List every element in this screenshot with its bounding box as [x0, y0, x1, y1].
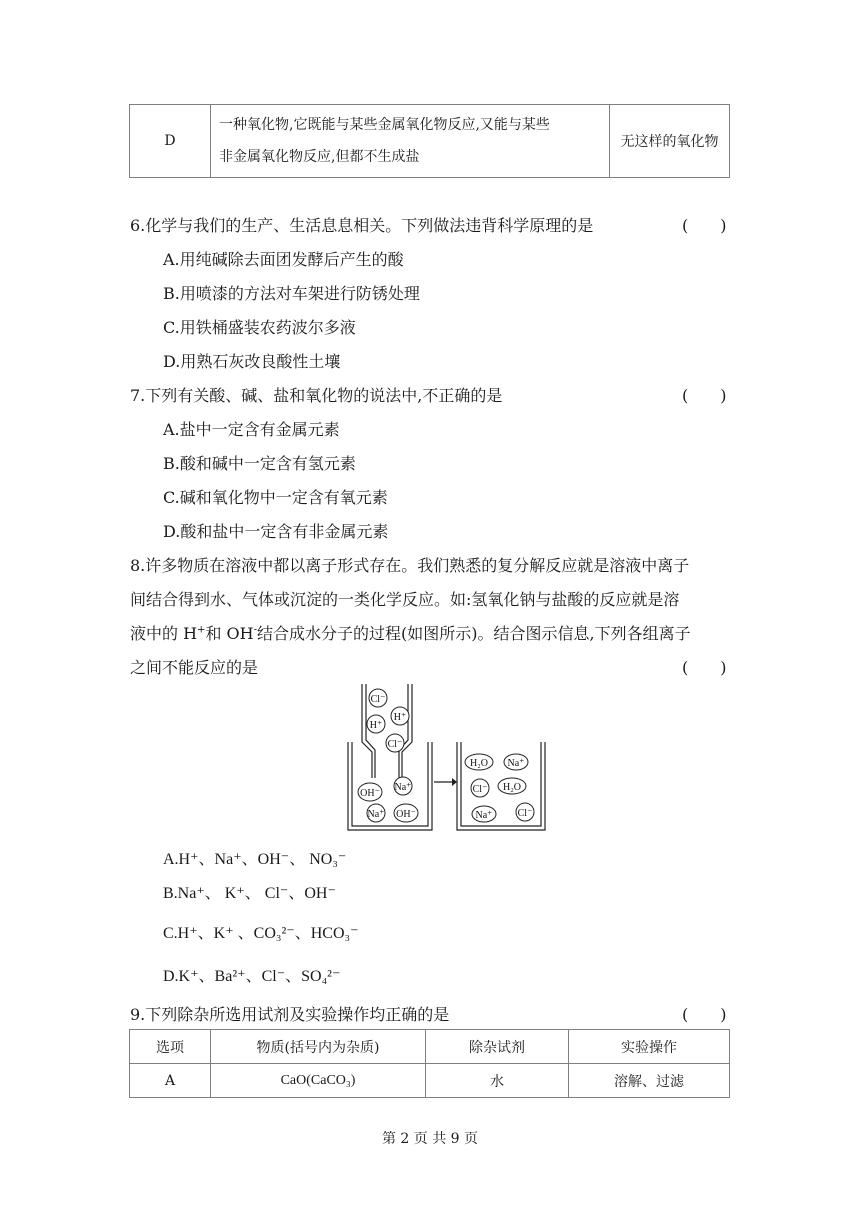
ion-label: H₂O — [470, 758, 488, 769]
option-d: D.用熟石灰改良酸性土壤 — [163, 352, 341, 371]
answer-paren: ( ) — [682, 1005, 727, 1024]
ion-label: Cl⁻ — [387, 739, 403, 750]
option-b: B.用喷漆的方法对车架进行防锈处理 — [163, 284, 420, 303]
column-header: 物质(括号内为杂质) — [211, 1030, 426, 1064]
column-header: 实验操作 — [569, 1030, 730, 1064]
result-cell: 无这样的氧化物 — [610, 105, 730, 178]
question-7-stem: 7.下列有关酸、碱、盐和氧化物的说法中,不正确的是 — [130, 386, 503, 405]
table-cell: CaO(CaCO₃) — [211, 1064, 426, 1098]
description-line: 非金属氧化物反应,但都不生成盐 — [219, 149, 420, 165]
ion-label: Na⁺ — [394, 782, 412, 793]
description-cell — [211, 105, 610, 178]
ion-label: H⁺ — [393, 712, 407, 723]
ion-label: OH⁻ — [396, 809, 416, 820]
page-footer: 第 2 页 共 9 页 — [381, 1131, 479, 1147]
option-d: D.酸和盐中一定含有非金属元素 — [163, 522, 389, 541]
option-b: B.酸和碱中一定含有氢元素 — [163, 454, 356, 473]
answer-paren: ( ) — [682, 216, 727, 235]
option-c: C.用铁桶盛装农药波尔多液 — [163, 318, 356, 337]
text-run: 液中的 H — [130, 624, 198, 643]
option-c: C.H⁺、K⁺ 、CO₃²⁻、HCO₃⁻ — [163, 925, 359, 942]
table-row — [130, 105, 730, 178]
ion-label: OH⁻ — [360, 788, 380, 799]
top-table — [129, 104, 730, 178]
option-cell: D — [130, 105, 211, 178]
reaction-diagram — [340, 680, 550, 835]
column-header: 除杂试剂 — [426, 1030, 569, 1064]
option-a: A.H⁺、Na⁺、OH⁻、 NO₃⁻ — [163, 851, 347, 868]
table-row — [130, 1064, 730, 1098]
option-c: C.碱和氧化物中一定含有氧元素 — [163, 488, 388, 507]
text-run: 结合成水分子的过程(如图所示)。结合图示信息,下列各组离子 — [257, 624, 691, 643]
table-cell: 水 — [426, 1064, 569, 1098]
column-header: 选项 — [130, 1030, 211, 1064]
question-8-line: 间结合得到水、气体或沉淀的一类化学反应。如:氢氧化钠与盐酸的反应就是溶 — [130, 590, 680, 609]
question-8-line: 之间不能反应的是 — [130, 658, 259, 677]
superscript: - — [253, 624, 257, 636]
answer-paren: ( ) — [682, 658, 727, 677]
option-b: B.Na⁺、 K⁺、 Cl⁻、OH⁻ — [163, 885, 336, 902]
option-a: A.用纯碱除去面团发酵后产生的酸 — [163, 250, 404, 269]
table-cell: A — [130, 1064, 211, 1098]
ion-label: Na⁺ — [367, 809, 385, 820]
table-cell: 溶解、过滤 — [569, 1064, 730, 1098]
ion-label: Na⁺ — [507, 758, 525, 769]
question-8-line — [130, 621, 691, 644]
purification-table — [129, 1029, 730, 1098]
question-6-stem: 6.化学与我们的生产、生活息息相关。下列做法违背科学原理的是 — [130, 216, 594, 235]
ion-label: H⁺ — [369, 720, 383, 731]
option-d: D.K⁺、Ba²⁺、Cl⁻、SO₄²⁻ — [163, 968, 341, 985]
ion-label: Cl⁻ — [370, 694, 386, 705]
ion-label: H₂O — [503, 782, 521, 793]
superscript: + — [197, 624, 206, 636]
text-run: 和 OH — [205, 624, 254, 643]
question-9-stem: 9.下列除杂所选用试剂及实验操作均正确的是 — [130, 1005, 450, 1024]
table-header-row — [130, 1030, 730, 1064]
ion-label: Na⁺ — [475, 810, 493, 821]
option-a: A.盐中一定含有金属元素 — [163, 420, 340, 439]
answer-paren: ( ) — [682, 386, 727, 405]
ion-label: Cl⁻ — [517, 808, 533, 819]
description-line: 一种氧化物,它既能与某些金属氧化物反应,又能与某些 — [219, 117, 550, 133]
ion-label: Cl⁻ — [472, 784, 488, 795]
question-8-line: 8.许多物质在溶液中都以离子形式存在。我们熟悉的复分解反应就是溶液中离子 — [130, 556, 690, 575]
